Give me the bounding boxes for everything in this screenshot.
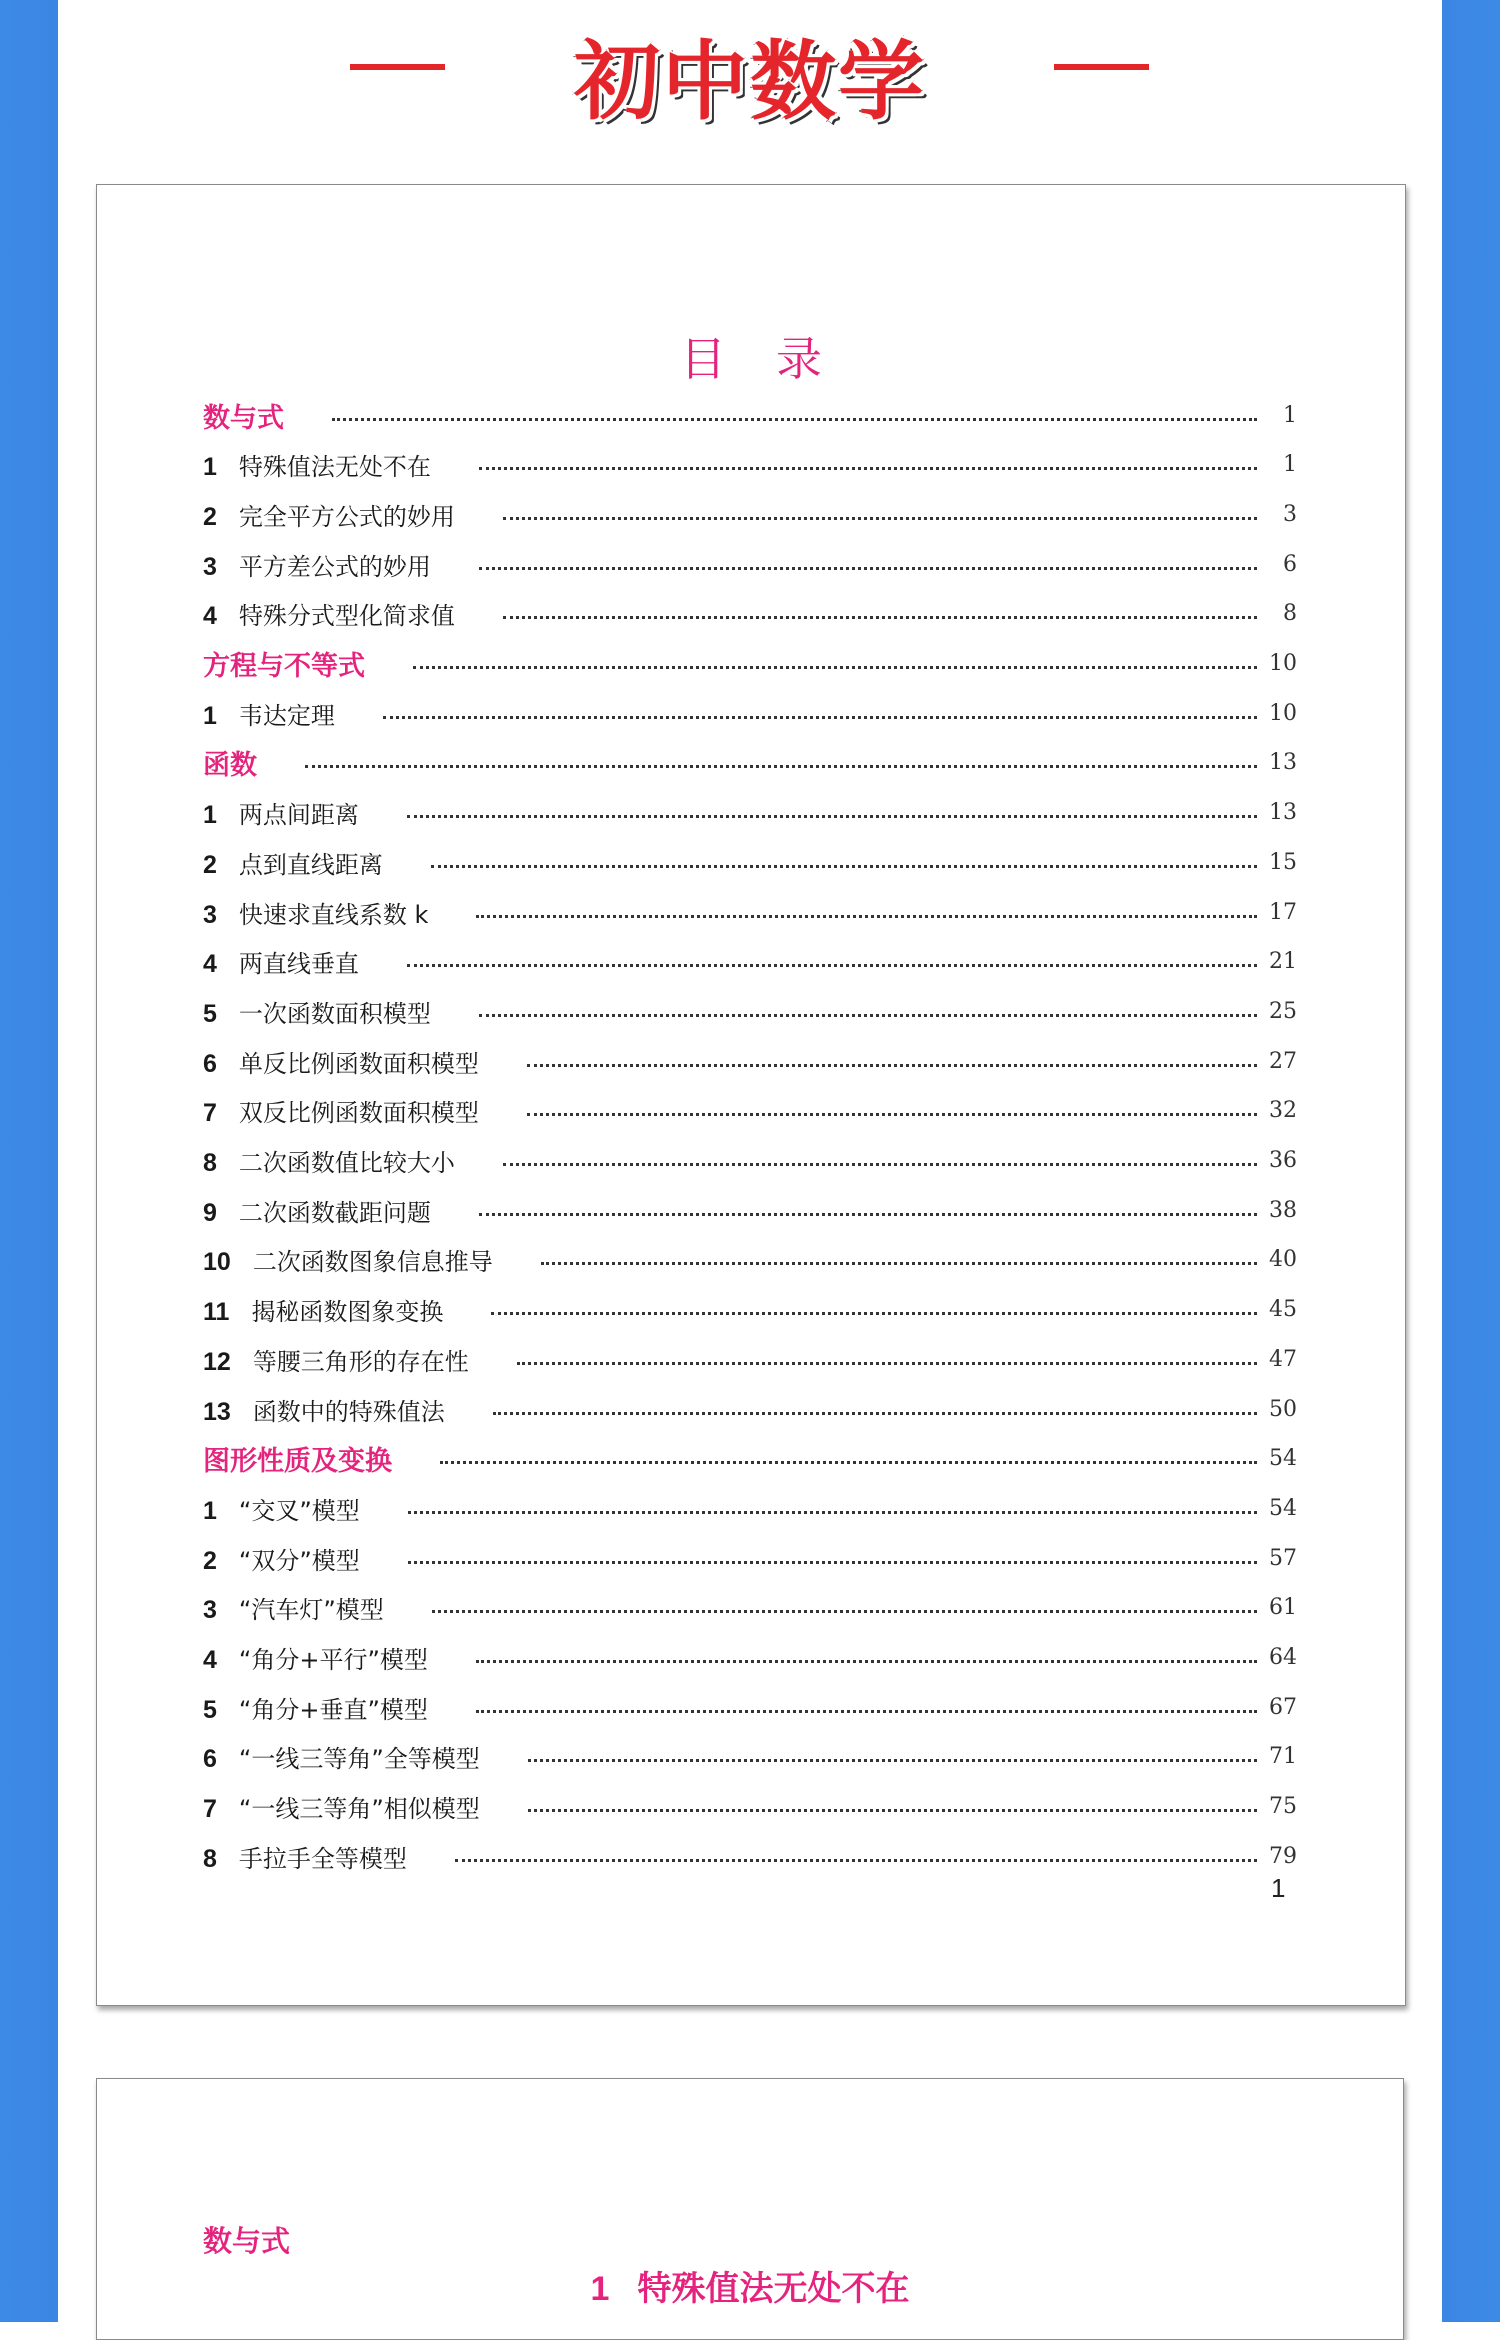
toc-leader-dots	[493, 1412, 1257, 1415]
toc-entry-number: 4	[203, 602, 217, 631]
toc-entry-title: 等腰三角形的存在性	[252, 1347, 469, 1376]
toc-label	[203, 845, 383, 880]
toc-label	[203, 1044, 479, 1079]
toc-page-number: 67	[1269, 1694, 1297, 1720]
toc-page-number: 8	[1283, 601, 1297, 627]
toc-label	[203, 1690, 428, 1725]
toc-label	[203, 644, 365, 683]
toc-entry-row[interactable]	[203, 1141, 1297, 1181]
toc-entry-title: 点到直线距离	[238, 850, 383, 879]
toc-page-number: 13	[1269, 800, 1297, 826]
toc-leader-dots	[332, 418, 1257, 421]
toc-section-row[interactable]	[203, 1439, 1297, 1479]
toc-entry-row[interactable]	[203, 1836, 1297, 1876]
toc-entry-title: “双分”模型	[238, 1546, 360, 1575]
toc-entry-title: 特殊值法无处不在	[238, 453, 431, 482]
toc-entry-row[interactable]	[203, 793, 1297, 833]
toc-entry-number: 2	[203, 502, 217, 531]
toc-label	[203, 596, 455, 631]
toc-label	[203, 696, 335, 731]
toc-entry-number: 9	[203, 1198, 217, 1227]
toc-leader-dots	[527, 1113, 1257, 1116]
toc-page-number: 45	[1269, 1297, 1297, 1323]
toc-entry-number: 1	[203, 1496, 217, 1525]
toc-page-number: 54	[1269, 1446, 1297, 1472]
toc-label	[203, 1193, 431, 1228]
toc-entry-number: 3	[203, 900, 217, 929]
toc-entry-row[interactable]	[203, 1190, 1297, 1230]
toc-label	[203, 1143, 455, 1178]
toc-label	[203, 1541, 360, 1576]
toc-entry-title: 函数中的特殊值法	[252, 1397, 445, 1426]
toc-leader-dots	[491, 1312, 1257, 1315]
toc-entry-number: 12	[203, 1347, 231, 1376]
toc-entry-title: 二次函数截距问题	[238, 1198, 431, 1227]
toc-leader-dots	[528, 1759, 1257, 1762]
toc-entry-title: 两直线垂直	[238, 950, 359, 979]
toc-entry-number: 1	[203, 801, 217, 830]
toc-entry-number: 6	[203, 1745, 217, 1774]
toc-label	[203, 497, 455, 532]
toc-leader-dots	[476, 915, 1257, 918]
toc-leader-dots	[479, 467, 1257, 470]
toc-label	[203, 1839, 407, 1874]
toc-entry-title: 特殊分式型化简求值	[238, 602, 455, 631]
toc-leader-dots	[305, 765, 1257, 768]
toc-entry-title: 双反比例函数面积模型	[238, 1099, 479, 1128]
toc-entry-title: “一线三等角”全等模型	[238, 1745, 480, 1774]
toc-entry-title: “角分+平行”模型	[238, 1646, 428, 1674]
toc-entry-title: 函数	[203, 750, 257, 782]
toc-label	[203, 1392, 445, 1427]
toc-entry-row[interactable]	[203, 942, 1297, 982]
toc-entry-row[interactable]	[203, 544, 1297, 584]
toc-leader-dots	[479, 1213, 1257, 1216]
toc-entry-row[interactable]	[203, 1737, 1297, 1777]
toc-leader-dots	[407, 815, 1257, 818]
banner	[58, 0, 1442, 170]
toc-entry-title: 二次函数图象信息推导	[252, 1248, 493, 1277]
toc-entry-row[interactable]	[203, 1339, 1297, 1379]
toc-leader-dots	[503, 616, 1257, 619]
toc-entry-row[interactable]	[203, 693, 1297, 733]
toc-entry-title: “交叉”模型	[238, 1496, 360, 1525]
toc-entry-number: 3	[203, 552, 217, 581]
toc-page-number: 10	[1269, 700, 1297, 726]
toc-entry-number: 8	[203, 1149, 217, 1177]
toc-label	[203, 743, 257, 782]
toc-page-number: 15	[1269, 849, 1297, 875]
page-number: 1	[1271, 1873, 1286, 1903]
toc-label	[203, 1640, 428, 1675]
toc-entry-title: 一次函数面积模型	[238, 999, 431, 1028]
toc-entry-title: 方程与不等式	[203, 651, 365, 682]
section-title: 数与式	[203, 2224, 291, 2258]
toc-leader-dots	[541, 1262, 1257, 1265]
toc-entry-number: 4	[203, 1646, 217, 1674]
toc-label	[203, 1789, 480, 1824]
toc-entry-title: 单反比例函数面积模型	[238, 1049, 479, 1078]
toc-leader-dots	[503, 1163, 1257, 1166]
toc-page-number: 1	[1283, 402, 1297, 428]
toc-entry-title: 完全平方公式的妙用	[238, 502, 455, 531]
toc-label	[203, 547, 431, 582]
toc-page-number: 17	[1269, 899, 1297, 925]
toc-entry-title: 图形性质及变换	[203, 1446, 392, 1478]
toc-page-number: 54	[1269, 1495, 1297, 1521]
toc-page-number: 38	[1269, 1197, 1297, 1223]
toc-leader-dots	[432, 1610, 1257, 1613]
toc-entry-number: 2	[203, 850, 217, 879]
toc-entry-number: 13	[203, 1397, 231, 1426]
toc-page-number: 47	[1269, 1346, 1297, 1372]
toc-entry-row[interactable]	[203, 1389, 1297, 1429]
toc-entry-row[interactable]	[203, 1588, 1297, 1628]
toc-title: 目录	[680, 332, 872, 386]
toc-label	[203, 1439, 392, 1478]
toc-page	[96, 184, 1406, 2006]
toc-page-number: 36	[1269, 1148, 1297, 1173]
toc-entry-number: 2	[203, 1546, 217, 1575]
toc-entry-row[interactable]	[203, 1787, 1297, 1827]
toc-page-number: 32	[1269, 1098, 1297, 1124]
toc-page-number: 75	[1269, 1794, 1297, 1820]
toc-leader-dots	[383, 716, 1257, 719]
toc-entry-title: “汽车灯”模型	[238, 1596, 384, 1625]
toc-label	[203, 1491, 360, 1526]
toc-leader-dots	[407, 964, 1257, 967]
content-page	[96, 2078, 1404, 2340]
right-blue-border	[1442, 0, 1500, 2322]
toc-entry-title: 平方差公式的妙用	[238, 552, 431, 581]
toc-leader-dots	[517, 1362, 1257, 1365]
toc-label	[203, 1590, 384, 1625]
toc-entry-title: 数与式	[203, 402, 284, 434]
toc-page-number: 21	[1269, 949, 1297, 975]
chapter-title: 特殊值法无处不在	[637, 2269, 910, 2309]
chapter-heading	[97, 2261, 1403, 2310]
toc-entry-row[interactable]	[203, 594, 1297, 634]
toc-leader-dots	[479, 1014, 1257, 1017]
toc-leader-dots	[440, 1461, 1257, 1464]
toc-entry-row[interactable]	[203, 445, 1297, 485]
toc-entry-number: 8	[203, 1844, 217, 1873]
toc-page-number: 71	[1269, 1744, 1297, 1770]
toc-entry-row[interactable]	[203, 991, 1297, 1031]
toc-leader-dots	[476, 1660, 1257, 1663]
banner-title: 初中数学	[574, 32, 926, 132]
toc-label	[203, 1093, 479, 1128]
toc-entry-number: 7	[203, 1099, 217, 1128]
toc-entry-row[interactable]	[203, 1290, 1297, 1330]
toc-entry-number: 10	[203, 1248, 231, 1277]
toc-entry-row[interactable]	[203, 1488, 1297, 1528]
toc-entry-row[interactable]	[203, 1240, 1297, 1280]
toc-entry-number: 4	[203, 950, 217, 979]
toc-entry-title: 韦达定理	[238, 701, 335, 730]
toc-page-number: 64	[1269, 1645, 1297, 1670]
toc-label	[203, 994, 431, 1029]
toc-leader-dots	[528, 1809, 1257, 1812]
toc-entry-number: 11	[203, 1298, 230, 1327]
banner-right-rule	[1054, 64, 1149, 70]
toc-entry-row[interactable]	[203, 892, 1297, 932]
toc-entry-title: “角分+垂直”模型	[238, 1695, 428, 1724]
toc-leader-dots	[527, 1064, 1257, 1067]
left-blue-border	[0, 0, 58, 2322]
toc-entry-number: 7	[203, 1795, 217, 1824]
chapter-number: 1	[590, 2270, 610, 2308]
toc-label	[203, 447, 431, 482]
toc-section-row[interactable]	[203, 743, 1297, 783]
toc-page-number: 25	[1269, 998, 1297, 1024]
toc-entry-number: 5	[203, 1695, 217, 1724]
toc-page-number: 6	[1283, 551, 1297, 577]
toc-page-number: 40	[1269, 1247, 1297, 1273]
toc-section-row[interactable]	[203, 395, 1297, 435]
toc-label	[203, 1292, 443, 1327]
toc-entry-number: 1	[203, 453, 217, 482]
toc-label	[203, 1342, 469, 1377]
toc-page-number: 61	[1269, 1595, 1297, 1621]
toc-leader-dots	[503, 517, 1257, 520]
toc-entry-title: “一线三等角”相似模型	[238, 1795, 480, 1824]
toc-page-number: 1	[1283, 452, 1297, 478]
toc-entry-number: 1	[203, 701, 217, 730]
toc-entry-title: 手拉手全等模型	[238, 1844, 407, 1873]
toc-entry-row[interactable]	[203, 1687, 1297, 1727]
toc-entry-title: 二次函数值比较大小	[238, 1149, 455, 1177]
toc-page-number: 10	[1269, 651, 1297, 676]
toc-entry-number: 5	[203, 999, 217, 1028]
toc-section-row[interactable]	[203, 644, 1297, 684]
toc-label	[203, 396, 284, 435]
toc-leader-dots	[455, 1859, 1257, 1862]
toc-entry-number: 6	[203, 1049, 217, 1078]
toc-page-number: 79	[1269, 1843, 1297, 1869]
toc-entry-number: 3	[203, 1596, 217, 1625]
toc-label	[203, 1242, 493, 1277]
toc-page-number: 50	[1269, 1396, 1297, 1422]
toc-page-number: 57	[1269, 1545, 1297, 1571]
toc-leader-dots	[479, 567, 1257, 570]
toc-entry-row[interactable]	[203, 494, 1297, 534]
toc-leader-dots	[408, 1561, 1257, 1564]
toc-entry-row[interactable]	[203, 1638, 1297, 1678]
toc-label	[203, 944, 359, 979]
toc-leader-dots	[431, 865, 1257, 868]
toc-entry-row[interactable]	[203, 1041, 1297, 1081]
toc-label	[203, 895, 428, 930]
toc-leader-dots	[413, 666, 1257, 669]
toc-label	[203, 795, 359, 830]
toc-entry-title: 快速求直线系数 k	[238, 900, 429, 929]
toc-page-number: 13	[1269, 750, 1297, 776]
toc-leader-dots	[408, 1511, 1257, 1514]
toc-entry-row[interactable]	[203, 842, 1297, 882]
toc-entry-title: 揭秘函数图象变换	[251, 1298, 444, 1327]
toc-page-number: 3	[1283, 501, 1297, 527]
toc-entry-row[interactable]	[203, 1538, 1297, 1578]
toc-leader-dots	[476, 1710, 1257, 1713]
toc-entry-row[interactable]	[203, 1091, 1297, 1131]
toc-page-number: 27	[1269, 1048, 1297, 1074]
toc-label	[203, 1739, 480, 1774]
toc-entry-title: 两点间距离	[238, 801, 359, 830]
